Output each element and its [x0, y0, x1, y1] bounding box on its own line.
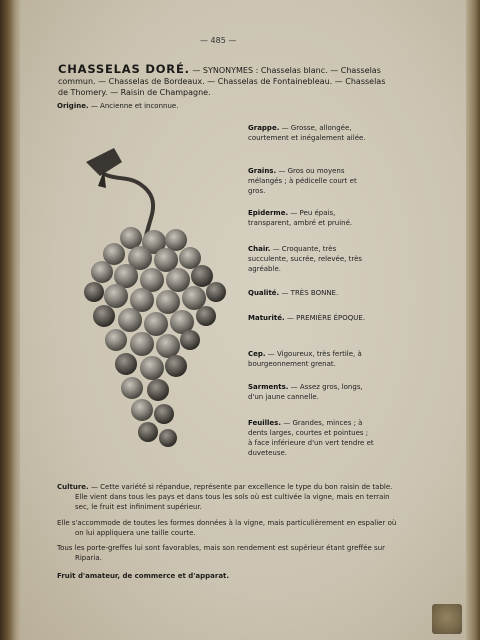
grape-berries	[84, 227, 226, 447]
fruit-use-line: Fruit d'amateur, de commerce et d'apparat.	[57, 572, 230, 581]
page-number: — 485 —	[200, 36, 237, 45]
book-page	[20, 0, 466, 640]
book-page-edges	[466, 0, 480, 640]
variety-heading	[58, 64, 388, 98]
field-feuilles: Feuilles. — Grandes, minces ; à dents larges, courtes et pointues ; à face inférieure d'un vert tendre et duveteuse.	[248, 419, 374, 457]
origin-line	[57, 102, 178, 110]
field-epiderme: Epiderme. — Peu épais, transparent, ambré et pruiné.	[248, 209, 353, 227]
watermark-logo	[432, 604, 462, 634]
field-maturite: Maturité. — PREMIÈRE ÉPOQUE.	[248, 314, 366, 322]
origin-text: — Ancienne et inconnue.	[88, 102, 179, 110]
culture-section	[57, 482, 402, 587]
culture-paragraph-2: Elle s'accommode de toutes les formes données à la vigne, mais particulièrement en espalier où on lui appliquera une taille courte.	[57, 518, 397, 537]
field-cep: Cep. — Vigoureux, très fertile, à bourgeonnement grenat.	[248, 350, 362, 368]
grape-bunch-illustration	[56, 140, 246, 460]
field-sarments: Sarments. — Assez gros, longs, d'un jaune cannelle.	[248, 383, 363, 401]
culture-paragraph-3: Tous les porte-greffes lui sont favorables, mais son rendement est supérieur étant greffée sur Riparia.	[57, 544, 386, 563]
origin-label: Origine.	[57, 102, 89, 110]
field-chair: Chair. — Croquante, très succulente, sucrée, relevée, très agréable.	[248, 245, 363, 273]
field-grains: Grains. — Gros ou moyens mélangés ; à pédicelle court et gros.	[248, 167, 357, 195]
variety-name: CHASSELAS DORÉ.	[58, 62, 190, 76]
culture-paragraph: Culture. — Cette variété si répandue, représente par excellence le type du bon raisin de table. Elle vient dans tous les pays et dans tous les sols où est cultivée la vigne, mais en terrain sec, le fruit est infiniment supérieur.	[57, 483, 393, 512]
field-qualite: Qualité. — TRÈS BONNE.	[248, 289, 339, 297]
field-grappe: Grappe. — Grosse, allongée, courtement et inégalement ailée.	[248, 124, 366, 142]
synonyms-text: — SYNONYMES : Chasselas blanc. — Chasselas commun. — Chasselas de Bordeaux. — Chasselas de Fontainebleau. — Chasselas de Thomery. — Raisin de Champagne.	[58, 66, 386, 97]
